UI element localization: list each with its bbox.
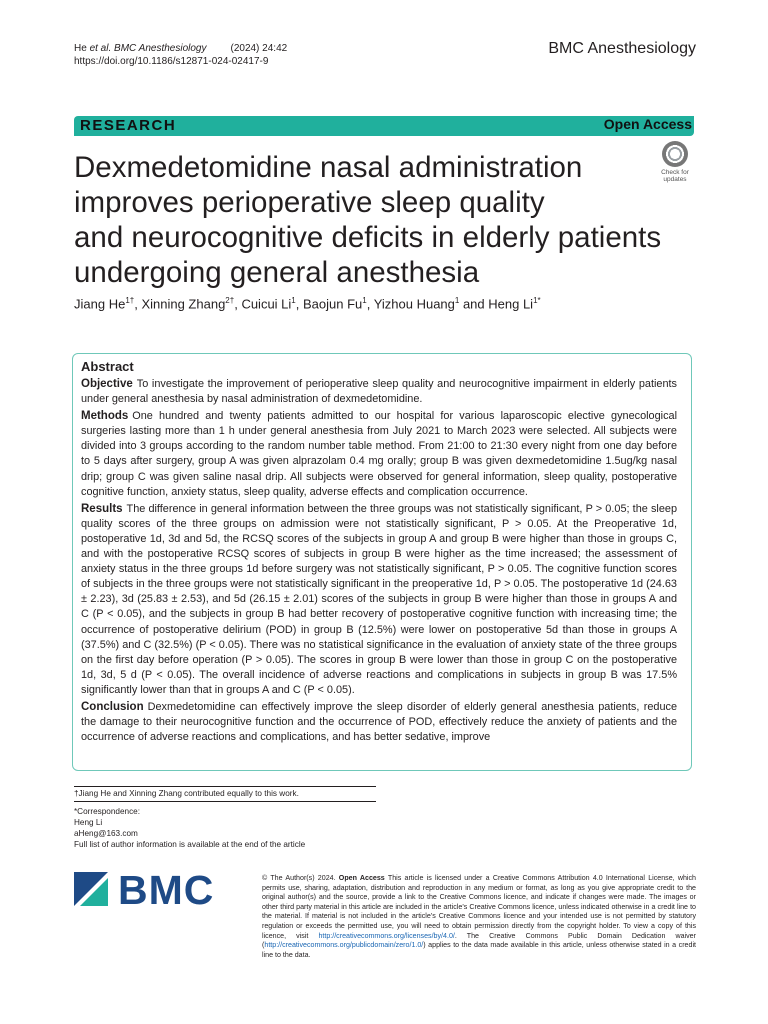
check-updates-line1: Check for [661, 169, 689, 176]
title-line: improves perioperative sleep quality [74, 186, 545, 219]
open-access-label: Open Access [603, 116, 692, 132]
author-separator: , [295, 296, 303, 312]
cc0-link[interactable]: http://creativecommons.org/publicdomain/zero/1.0/ [264, 941, 424, 950]
author-name[interactable]: Jiang He [74, 296, 126, 312]
conclusion-label: Conclusion [81, 700, 144, 713]
objective-label: Objective [81, 378, 133, 390]
abstract-methods [81, 409, 677, 500]
check-updates-icon [662, 141, 688, 167]
equal-contribution-note: †Jiang He and Xinning Zhang contributed equally to this work. [74, 789, 299, 798]
objective-text: To investigate the improvement of perioperative sleep quality and neurocognitive impairment in elderly patients under general anesthesia by nasal administration of dexmedetomidine. [81, 378, 677, 406]
results-text: The difference in general information between the three groups was not statistically significant, P > 0.05; the sleep quality scores of the three groups on admission were not statistically significant, P > 0.05. At the Preoperative 1d, postoperative 1d, 3d and 5d, the RCSQ scores of the subjects in group A and group B were higher than those in groups C, and with the postoperative RCSQ scores of subjects in group B were higher as the time increased; the assessment of anxiety status in the three groups 1d before surgery was not statistically significant, P > 0.05. The cognitive function scores of subjects in the three groups were not statistically significant in the preoperative 1d, P > 0.05. The postoperative 1d (24.63 ± 2.23), 3d (25.83 ± 2.53), and 5d (26.15 ± 2.01) scores of the subjects in group B were higher than those in groups A and C (P < 0.05), and the subjects in group B had better recovery of postoperative cognitive function with increasing time; the occurrence of postoperative delirium (POD) in group B (12.5%) were lower on postoperative 5d than those in groups A (37.5%) and C (32.5%) (P < 0.05). There was no statistical significance in the evaluation of anxiety state of the three groups on the first day before operation (P > 0.05). The scores in group B were lower than those in group C on the postoperative 1d, 3d, 5 d (P < 0.05). The overall incidence of adverse reactions and complications in subjects in group B was 17.5% significantly lower than that in groups A and C (P < 0.05). [81, 502, 677, 696]
title-line: undergoing general anesthesia [74, 256, 480, 289]
bmc-logo[interactable] [74, 867, 215, 922]
author-affiliation: 1 [454, 296, 460, 305]
license-body: This article is licensed under a Creative Commons Attribution 4.0 International License, which permits use, sharing, adaptation, distribution and reproduction in any medium or format, as long as you give appropriate credit to the original author(s) and the source, provide a link to the Creative Commons licence, and indicate if changes were made. The images or other third party material in this article are included in the article’s Creative Commons licence, unless indicated otherwise in a credit line to the material. If material is not included in the article’s Creative Commons licence and your intended use is not permitted by statutory regulation or exceeds the permitted use, you will need to obtain permission directly from the copyright holder. To view a copy of this licence, visit [262, 874, 696, 940]
author-affiliation: 1 [291, 296, 296, 305]
abstract-conclusion [81, 700, 677, 745]
author-affiliation: 1† [125, 296, 135, 305]
author-name[interactable]: Baojun Fu [302, 296, 363, 312]
bmc-mark-icon [74, 872, 108, 906]
author-separator: and [459, 296, 489, 312]
correspondence-label: *Correspondence: [74, 807, 140, 816]
author-list [74, 296, 541, 311]
citation-journal: et al. BMC Anesthesiology [89, 43, 207, 54]
license-copyright: © The Author(s) 2024. [262, 874, 339, 882]
author-name[interactable]: Heng Li [488, 296, 534, 312]
author-separator: , [366, 296, 374, 312]
check-for-updates-button[interactable] [655, 141, 695, 181]
abstract-results [81, 502, 677, 698]
methods-text: One hundred and twenty patients admitted to our hospital for various laparoscopic elective gynecological surgeries lasting more than 1 h under general anesthesia from July 2021 to March 2023 were selected. All subjects were divided into 3 groups according to the random number table method. From 21:00 to 21:30 every night from one day before to 5 days after surgery, group A was given alprazolam 0.4 mg orally; group B was given dexmedetomidine 1.5ug/kg nasal drip; group C was given saline nasal drip. All subjects were observed for general information, sleep quality, postoperative cognitive function, anxiety status, sleep quality, adverse effects and complication occurrence. [81, 410, 677, 498]
author-separator: , [134, 296, 142, 312]
correspondence-name: Heng Li [74, 818, 103, 827]
footnote-divider [74, 786, 376, 787]
citation-header [74, 42, 287, 68]
correspondence-block [74, 806, 305, 850]
results-label: Results [81, 502, 123, 515]
license-body: ) applies to the data made available in this article, unless otherwise stated in a credit line to the data. [262, 941, 696, 959]
citation-author: He [74, 43, 90, 54]
cc-by-link[interactable]: http://creativecommons.org/licenses/by/4.0/ [318, 931, 455, 940]
title-line: and neurocognitive deficits in elderly patients [74, 221, 662, 254]
section-label: RESEARCH [80, 117, 177, 134]
citation-volume: (2024) 24:42 [230, 43, 288, 54]
license-open-access: Open Access [338, 874, 385, 882]
author-name[interactable]: Yizhou Huang [373, 296, 455, 312]
doi-link[interactable]: https://doi.org/10.1186/s12871-024-02417-9 [74, 56, 269, 67]
title-line: Dexmedetomidine nasal administration [74, 151, 583, 184]
check-updates-line2: updates [663, 176, 687, 183]
abstract-heading: Abstract [81, 359, 134, 374]
methods-label: Methods [81, 410, 129, 423]
license-text [262, 874, 696, 960]
license-body: . The Creative Commons Public Domain Dedication waiver ( [262, 931, 696, 950]
conclusion-text: Dexmedetomidine can effectively improve the sleep disorder of elderly general anesthesia patients, reduce the damage to their neurocognitive function and the occurrence of POD, effectively reduce the anxiety of patients and the occurrence of adverse reactions and complications, and has better sedative, improve [81, 700, 677, 744]
author-separator: , [234, 296, 242, 312]
article-title [74, 150, 662, 290]
bmc-logo-text: BMC [118, 867, 215, 913]
author-name[interactable]: Cuicui Li [241, 296, 292, 312]
correspondence-email[interactable]: aHeng@163.com [74, 829, 138, 838]
author-affiliation: 1 [362, 296, 367, 305]
author-name[interactable]: Xinning Zhang [141, 296, 226, 312]
author-affiliation: 2† [225, 296, 235, 305]
abstract-content [81, 358, 677, 747]
footnote-divider [74, 801, 376, 802]
author-info-note: Full list of author information is available at the end of the article [74, 840, 306, 849]
journal-name: BMC Anesthesiology [548, 40, 696, 57]
abstract-objective [81, 377, 677, 407]
author-affiliation: 1* [533, 296, 541, 305]
